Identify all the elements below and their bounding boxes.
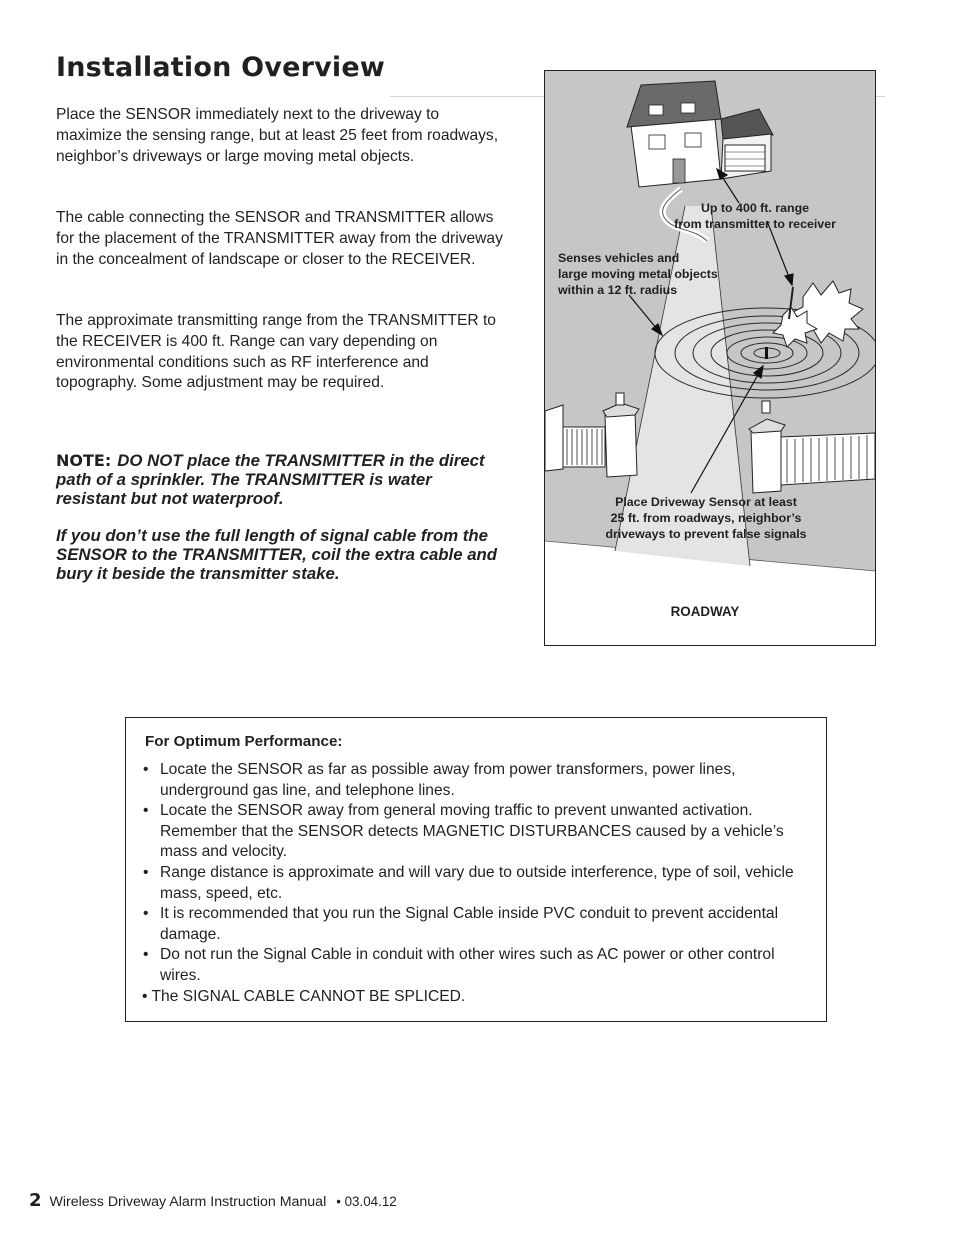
senses-caption-line-3: within a 12 ft. radius xyxy=(558,283,678,297)
driveway-sensor-icon xyxy=(765,347,768,359)
illustration-drawing xyxy=(545,71,875,645)
intro-paragraph-2: The cable connecting the SENSOR and TRANSMITTER allows for the placement of the TRANSMITTER away from the driveway in the concealment of landscape or closer to the RECEIVER. xyxy=(56,209,503,268)
roadway-label: ROADWAY xyxy=(670,604,740,619)
page-footer xyxy=(29,1190,397,1211)
placement-caption-line-2: 25 ft. from roadways, neighbor’s xyxy=(610,511,802,525)
range-caption xyxy=(640,200,870,232)
list-item: • The SIGNAL CABLE CANNOT BE SPLICED. xyxy=(142,987,466,1005)
note-text-1: DO NOT place the TRANSMITTER in the direct path of a sprinkler. The TRANSMITTER is water resistant but not waterproof. xyxy=(56,451,485,508)
performance-heading: For Optimum Performance: xyxy=(145,733,343,750)
range-caption-line-2: from transmitter to receiver xyxy=(674,217,836,231)
senses-caption xyxy=(558,250,768,298)
performance-list xyxy=(142,760,818,1007)
note-label: NOTE: xyxy=(56,451,112,470)
optimum-performance-box xyxy=(125,717,827,1022)
senses-caption-line-1: Senses vehicles and xyxy=(558,251,680,265)
note-coil-cable: If you don’t use the full length of signal cable from the SENSOR to the TRANSMITTER, coil the extra cable and bury it beside the transmitter stake. xyxy=(56,526,498,583)
range-caption-line-1: Up to 400 ft. range xyxy=(700,201,810,215)
note-sprinkler xyxy=(56,451,506,508)
placement-caption-line-1: Place Driveway Sensor at least xyxy=(615,495,797,509)
list-item: • Locate the SENSOR as far as possible away from power transformers, power lines, underground gas line, and telephone lines. xyxy=(143,761,736,799)
page-title: Installation Overview xyxy=(56,52,386,83)
senses-caption-line-2: large moving metal objects xyxy=(558,267,718,281)
list-item: • Do not run the Signal Cable in conduit with other wires such as AC power or other control wires. xyxy=(143,946,775,984)
footer-title: Wireless Driveway Alarm Instruction Manual xyxy=(49,1194,327,1210)
placement-caption xyxy=(565,494,847,542)
page-number: 2 xyxy=(29,1190,42,1211)
footer-date: • 03.04.12 xyxy=(336,1194,397,1209)
installation-illustration xyxy=(544,70,876,646)
list-item: • Range distance is approximate and will vary due to outside interference, type of soil, vehicle mass, speed, etc. xyxy=(143,863,794,902)
list-item: • Locate the SENSOR away from general moving traffic to prevent unwanted activation. Remember that the SENSOR detects MAGNETIC DISTURBANCES caused by a vehicle’s mass and velocity. xyxy=(143,802,784,861)
intro-paragraph-3: The approximate transmitting range from the TRANSMITTER to the RECEIVER is 400 ft. Range can vary depending on environmental conditions such as RF interference and topography. Some adjustment may be required. xyxy=(56,312,496,392)
intro-paragraph-1: Place the SENSOR immediately next to the driveway to maximize the sensing range, but at least 25 feet from roadways, neighbor’s driveways or large moving metal objects. xyxy=(56,106,499,165)
placement-caption-line-3: driveways to prevent false signals xyxy=(605,527,807,541)
list-item: • It is recommended that you run the Signal Cable inside PVC conduit to prevent accidental damage. xyxy=(143,905,779,943)
